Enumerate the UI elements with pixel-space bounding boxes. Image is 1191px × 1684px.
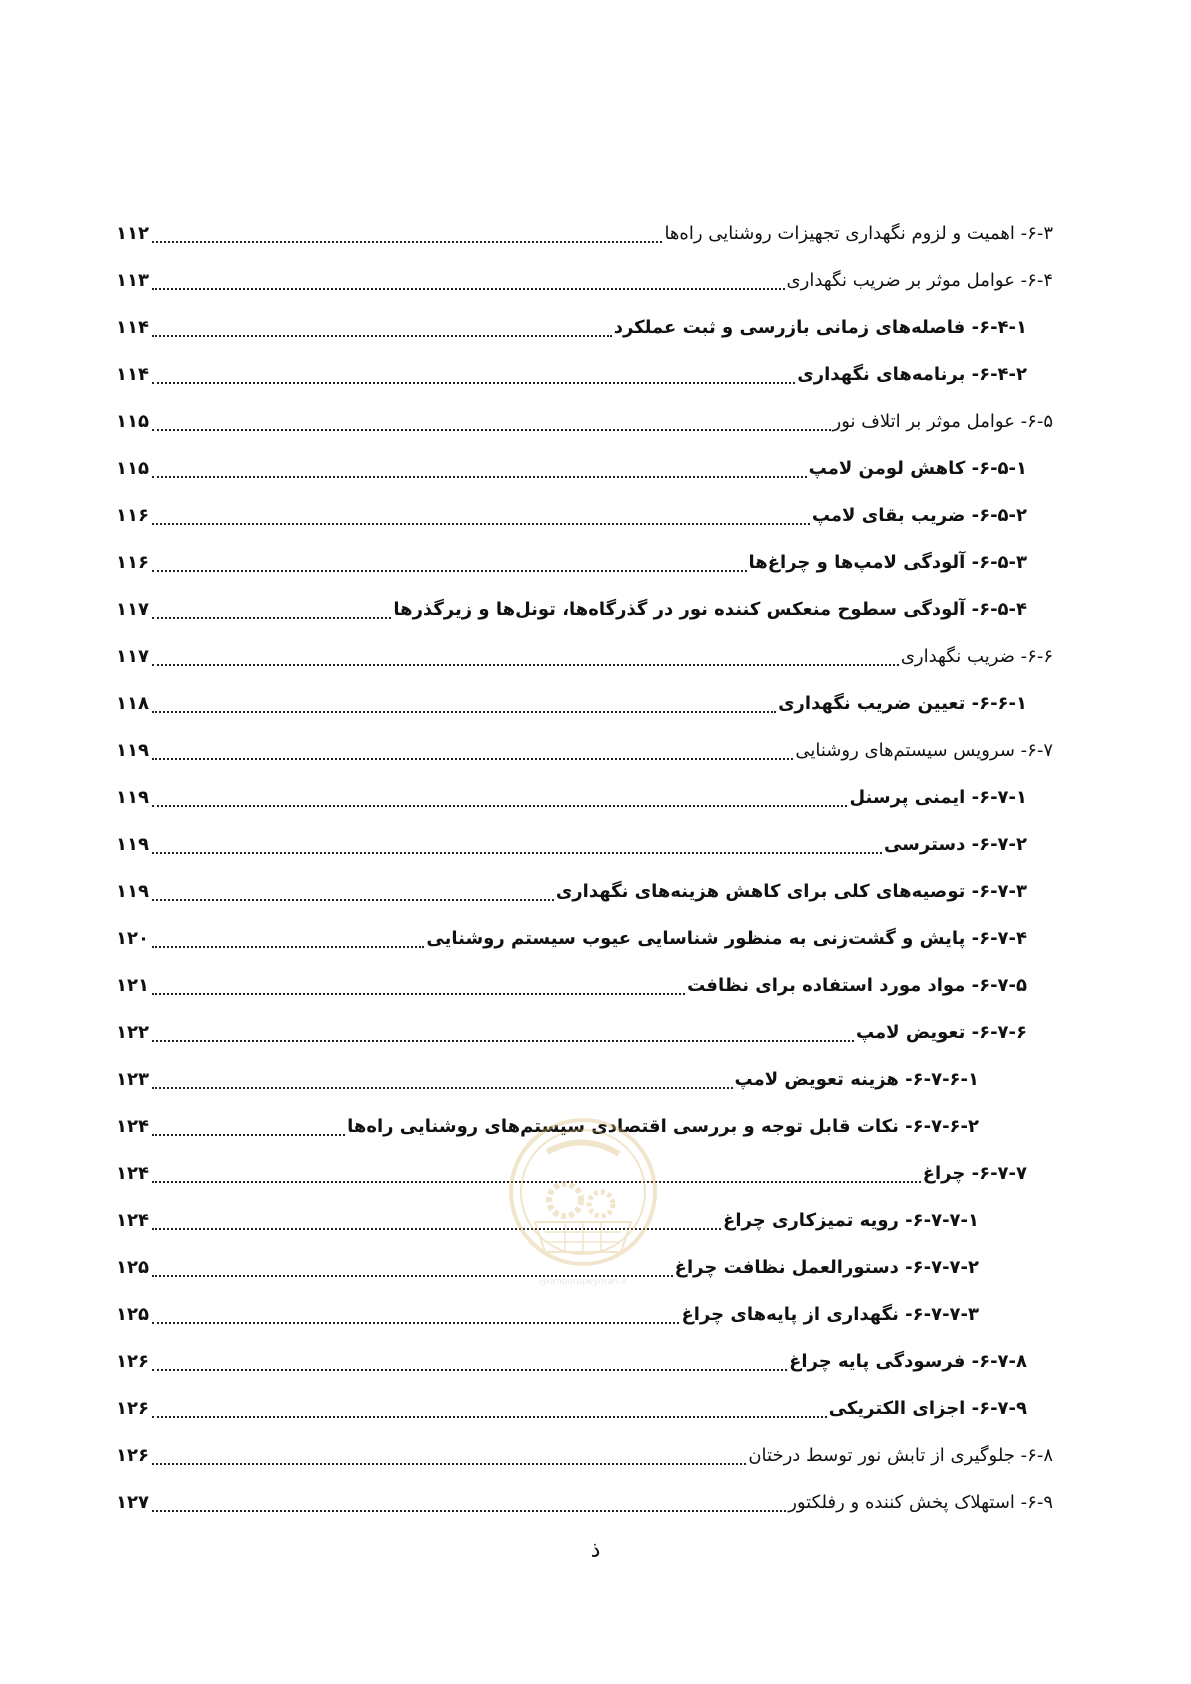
toc-entry-title: ۶-۷-۶-۲- نکات قابل توجه و بررسی اقتصادی سیستم‌های روشنایی راه‌ها (347, 1116, 979, 1137)
toc-leader-dots (152, 993, 685, 995)
toc-entry[interactable] (116, 539, 1053, 586)
toc-entry[interactable] (116, 1338, 1053, 1385)
toc-entry[interactable] (116, 210, 1053, 257)
toc-entry-page-number: ۱۲۶ (116, 1445, 149, 1466)
toc-entry-title: ۶-۶-۱- تعیین ضریب نگهداری (778, 693, 1027, 714)
toc-entry-page-number: ۱۲۶ (116, 1351, 149, 1372)
toc-entry-page-number: ۱۲۵ (116, 1304, 149, 1325)
toc-entry-page-number: ۱۱۹ (116, 740, 149, 761)
toc-entry-title: ۶-۵-۱- کاهش لومن لامپ (808, 458, 1027, 479)
toc-entry-title: ۶-۵-۴- آلودگی سطوح منعکس کننده نور در گذرگاه‌ها، تونل‌ها و زیرگذرها (393, 599, 1027, 620)
toc-entry-title: ۶-۷-۷-۱- رویه تمیزکاری چراغ (723, 1210, 979, 1231)
toc-leader-dots (152, 429, 831, 431)
toc-entry-page-number: ۱۱۵ (116, 458, 149, 479)
toc-leader-dots (152, 711, 776, 713)
toc-leader-dots (152, 664, 899, 666)
toc-entry-page-number: ۱۱۶ (116, 505, 149, 526)
toc-entry[interactable] (116, 1009, 1053, 1056)
toc-leader-dots (152, 382, 795, 384)
toc-entry[interactable] (116, 868, 1053, 915)
page-folio: ذ (590, 1538, 601, 1563)
toc-entry[interactable] (116, 1291, 1053, 1338)
toc-leader-dots (152, 1510, 786, 1512)
toc-leader-dots (152, 523, 810, 525)
toc-entry[interactable] (116, 445, 1053, 492)
toc-leader-dots (152, 1040, 854, 1042)
toc-entry-page-number: ۱۱۴ (116, 364, 149, 385)
toc-entry[interactable] (116, 351, 1053, 398)
toc-entry[interactable] (116, 915, 1053, 962)
toc-leader-dots (152, 946, 424, 948)
toc-leader-dots (152, 1134, 345, 1136)
toc-entry-title: ۶-۷-۷-۲- دستورالعمل نظافت چراغ (674, 1257, 979, 1278)
toc-entry-title: ۶-۷-۴- پایش و گشت‌زنی به منظور شناسایی عیوب سیستم روشنایی (426, 928, 1027, 949)
toc-leader-dots (152, 1087, 733, 1089)
toc-entry[interactable] (116, 492, 1053, 539)
toc-entry[interactable] (116, 398, 1053, 445)
toc-entry-page-number: ۱۲۷ (116, 1492, 149, 1513)
toc-entry[interactable] (116, 1479, 1053, 1526)
table-of-contents (116, 210, 1053, 1526)
toc-entry-title: ۶-۷-۸- فرسودگی پایه چراغ (789, 1351, 1027, 1372)
toc-entry-page-number: ۱۲۳ (116, 1069, 149, 1090)
toc-entry[interactable] (116, 1385, 1053, 1432)
toc-entry-title: ۶-۴- عوامل موثر بر ضریب نگهداری (786, 270, 1053, 291)
toc-entry-title: ۶-۷- سرویس سیستم‌های روشنایی (795, 740, 1053, 761)
toc-entry-page-number: ۱۲۰ (116, 928, 149, 949)
toc-leader-dots (152, 1463, 746, 1465)
toc-entry-title: ۶-۵- عوامل موثر بر اتلاف نور (832, 411, 1053, 432)
toc-entry-title: ۶-۵-۳- آلودگی لامپ‌ها و چراغ‌ها (748, 552, 1027, 573)
toc-entry-page-number: ۱۱۹ (116, 834, 149, 855)
toc-entry-title: ۶-۷-۱- ایمنی پرسنل (849, 787, 1027, 808)
toc-leader-dots (152, 570, 747, 572)
toc-entry-title: ۶-۶- ضریب نگهداری (900, 646, 1053, 667)
toc-entry-title: ۶-۸- جلوگیری از تابش نور توسط درختان (748, 1445, 1053, 1466)
toc-entry-page-number: ۱۱۳ (116, 270, 149, 291)
toc-entry[interactable] (116, 727, 1053, 774)
toc-entry-page-number: ۱۱۹ (116, 881, 149, 902)
toc-entry-page-number: ۱۱۴ (116, 317, 149, 338)
toc-entry[interactable] (116, 1056, 1053, 1103)
toc-leader-dots (152, 241, 662, 243)
toc-leader-dots (152, 617, 391, 619)
toc-entry-title: ۶-۵-۲- ضریب بقای لامپ (811, 505, 1027, 526)
toc-entry-page-number: ۱۱۲ (116, 223, 149, 244)
toc-entry[interactable] (116, 774, 1053, 821)
toc-entry[interactable] (116, 633, 1053, 680)
toc-entry-title: ۶-۷-۳- توصیه‌های کلی برای کاهش هزینه‌های نگهداری (555, 881, 1027, 902)
toc-entry-page-number: ۱۲۶ (116, 1398, 149, 1419)
toc-entry-page-number: ۱۲۴ (116, 1116, 149, 1137)
toc-entry-title: ۶-۷-۷- چراغ (922, 1163, 1027, 1184)
toc-entry-title: ۶-۷-۵- مواد مورد استفاده برای نظافت (687, 975, 1027, 996)
toc-leader-dots (152, 852, 882, 854)
toc-entry[interactable] (116, 821, 1053, 868)
toc-entry-page-number: ۱۲۴ (116, 1210, 149, 1231)
toc-entry-page-number: ۱۱۶ (116, 552, 149, 573)
toc-entry[interactable] (116, 257, 1053, 304)
toc-entry[interactable] (116, 586, 1053, 633)
watermark-text: @omooropeyman.ir (538, 1277, 628, 1287)
toc-leader-dots (152, 335, 612, 337)
toc-leader-dots (152, 758, 793, 760)
toc-leader-dots (152, 476, 807, 478)
toc-entry[interactable] (116, 1432, 1053, 1479)
toc-entry[interactable] (116, 962, 1053, 1009)
toc-entry-title: ۶-۷-۹- اجزای الکتریکی (828, 1398, 1027, 1419)
toc-leader-dots (152, 288, 785, 290)
toc-entry-title: ۶-۴-۲- برنامه‌های نگهداری (797, 364, 1027, 385)
toc-entry-title: ۶-۷-۷-۳- نگهداری از پایه‌های چراغ (681, 1304, 979, 1325)
toc-entry-title: ۶-۴-۱- فاصله‌های زمانی بازرسی و ثبت عملکرد (613, 317, 1027, 338)
toc-entry-title: ۶-۷-۲- دسترسی (883, 834, 1027, 855)
toc-leader-dots (152, 1416, 827, 1418)
watermark-logo (505, 1112, 661, 1290)
toc-entry[interactable] (116, 680, 1053, 727)
toc-entry-page-number: ۱۱۹ (116, 787, 149, 808)
toc-entry[interactable] (116, 304, 1053, 351)
toc-entry-page-number: ۱۱۵ (116, 411, 149, 432)
toc-leader-dots (152, 1322, 679, 1324)
toc-entry-title: ۶-۳- اهمیت و لزوم نگهداری تجهیزات روشنایی راه‌ها (664, 223, 1053, 244)
toc-entry-page-number: ۱۱۸ (116, 693, 149, 714)
toc-entry-page-number: ۱۱۷ (116, 599, 149, 620)
toc-entry-page-number: ۱۲۱ (116, 975, 149, 996)
toc-entry-title: ۶-۹- استهلاک پخش کننده و رفلکتور (788, 1492, 1053, 1513)
toc-leader-dots (152, 1369, 787, 1371)
toc-entry-title: ۶-۷-۶-۱- هزینه تعویض لامپ (734, 1069, 979, 1090)
toc-leader-dots (152, 805, 847, 807)
toc-entry-page-number: ۱۲۲ (116, 1022, 149, 1043)
toc-entry-page-number: ۱۲۴ (116, 1163, 149, 1184)
toc-leader-dots (152, 899, 554, 901)
toc-entry-page-number: ۱۲۵ (116, 1257, 149, 1278)
toc-entry-page-number: ۱۱۷ (116, 646, 149, 667)
toc-entry-title: ۶-۷-۶- تعویض لامپ (855, 1022, 1027, 1043)
